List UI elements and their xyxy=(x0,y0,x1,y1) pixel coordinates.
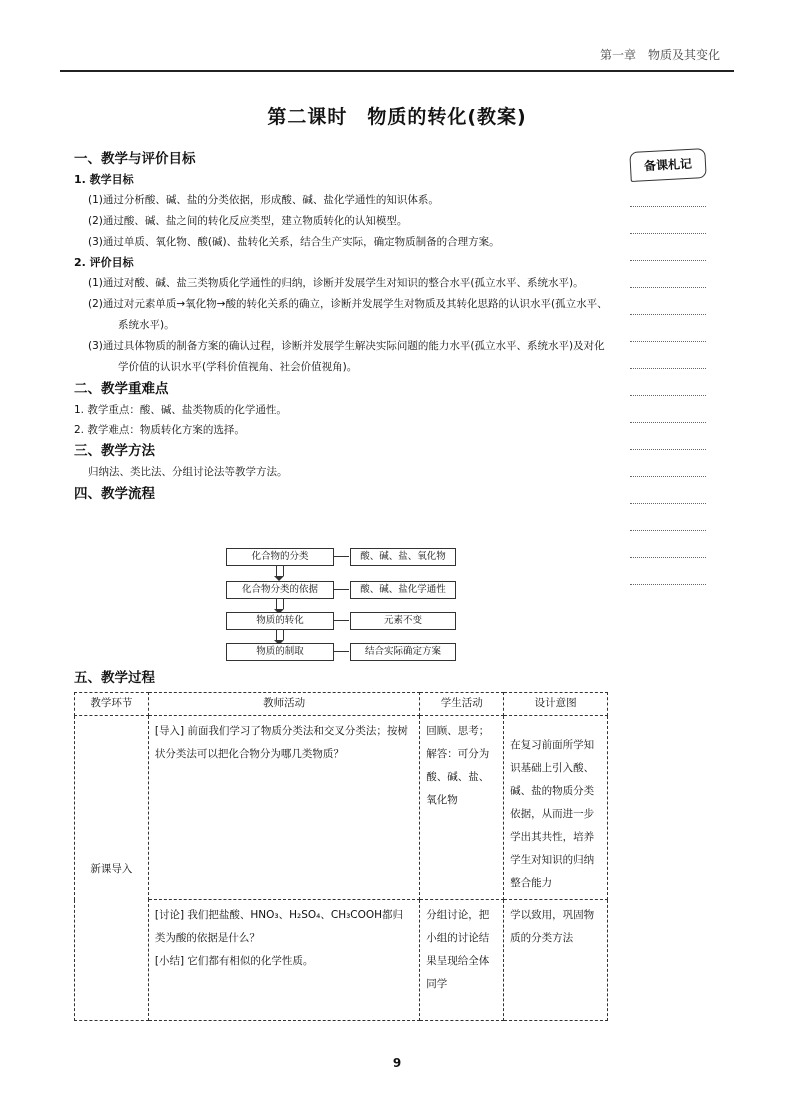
teaching-process-table xyxy=(74,692,608,1021)
section-heading: 三、教学方法 xyxy=(74,443,155,459)
lesson-notes-sidebar xyxy=(624,150,704,585)
page-number: 9 xyxy=(392,1056,402,1070)
teacher-activity-cell xyxy=(148,900,419,1021)
table-row xyxy=(75,716,608,900)
note-line xyxy=(630,341,706,342)
teacher-activity-text: [导入] 前面我们学习了物质分类法和交叉分类法；按树状分类法可以把化合物分为哪几类物质？ xyxy=(154,725,408,760)
section-heading: 四、教学流程 xyxy=(74,486,155,502)
flow-note: 元素不变 xyxy=(350,612,456,630)
flow-step: 物质的转化 xyxy=(226,612,334,630)
flow-connector xyxy=(333,556,349,557)
note-line xyxy=(630,395,706,396)
section-heading: 二、教学重难点 xyxy=(74,381,169,397)
goal-item: (3)通过单质、氧化物、酸(碱)、盐转化关系，结合生产实际，确定物质制备的合理方案。 xyxy=(88,236,500,248)
flow-note: 酸、碱、盐化学通性 xyxy=(350,581,456,599)
flow-note: 酸、碱、盐、氧化物 xyxy=(350,548,456,566)
note-line xyxy=(630,449,706,450)
note-line xyxy=(630,233,706,234)
flow-connector xyxy=(333,589,349,590)
column-header: 学生活动 xyxy=(420,693,504,716)
chapter-header: 第一章 物质及其变化 xyxy=(599,48,720,62)
note-line xyxy=(630,206,706,207)
flow-arrow xyxy=(276,630,284,640)
design-intent-text: 学以致用，巩固物质的分类方法 xyxy=(510,909,595,944)
flow-arrow xyxy=(276,566,284,576)
note-line xyxy=(630,260,706,261)
note-line xyxy=(630,557,706,558)
column-header: 教师活动 xyxy=(148,693,419,716)
flow-connector xyxy=(333,651,349,652)
flow-step: 化合物分类的依据 xyxy=(226,581,334,599)
student-activity-text: 分组讨论，把小组的讨论结果呈现给全体同学 xyxy=(426,909,490,990)
note-line xyxy=(630,503,706,504)
subsection-heading: 2. 评价目标 xyxy=(74,256,134,269)
design-intent-text: 在复习前面所学知识基础上引入酸、碱、盐的物质分类依据，从而进一步学出其共性，培养学生对知识的归纳整合能力 xyxy=(510,739,595,889)
flow-arrow xyxy=(276,599,284,609)
note-line xyxy=(630,368,706,369)
table-row xyxy=(75,900,608,1021)
header-divider xyxy=(60,70,734,72)
key-point: 1. 教学重点：酸、碱、盐类物质的化学通性。 xyxy=(74,404,287,416)
flow-connector xyxy=(333,620,349,621)
teaching-flowchart xyxy=(226,546,456,660)
method-text: 归纳法、类比法、分组讨论法等教学方法。 xyxy=(88,466,288,478)
design-intent-cell xyxy=(504,900,608,1021)
section-heading: 一、教学与评价目标 xyxy=(74,151,196,167)
student-activity-cell xyxy=(420,900,504,1021)
flow-step: 化合物的分类 xyxy=(226,548,334,566)
eval-item: (2)通过对元素单质→氧化物→酸的转化关系的确立，诊断并发展学生对物质及其转化思路的认识水平(孤立水平、系统水平)。 xyxy=(88,298,608,331)
design-intent-cell xyxy=(504,716,608,900)
column-header: 教学环节 xyxy=(75,693,149,716)
page-title: 第二课时 物质的转化(教案) xyxy=(267,106,527,128)
goal-item: (1)通过分析酸、碱、盐的分类依据，形成酸、碱、盐化学通性的知识体系。 xyxy=(88,194,439,206)
flow-note: 结合实际确定方案 xyxy=(350,643,456,661)
note-line xyxy=(630,422,706,423)
table-header-row xyxy=(75,693,608,716)
note-line xyxy=(630,584,706,585)
main-content xyxy=(74,148,610,505)
eval-item: (3)通过具体物质的制备方案的确认过程，诊断并发展学生解决实际问题的能力水平(孤立水平、系统水平)及对化学价值的认识水平(学科价值视角、社会价值视角)。 xyxy=(88,340,605,373)
subsection-heading: 1. 教学目标 xyxy=(74,173,134,186)
teacher-activity-cell xyxy=(148,716,419,900)
student-activity-cell xyxy=(420,716,504,900)
notes-label: 备课札记 xyxy=(629,148,706,182)
section-heading: 五、教学过程 xyxy=(74,670,155,686)
note-line xyxy=(630,530,706,531)
column-header: 设计意图 xyxy=(504,693,608,716)
teacher-activity-text: [小结] 它们都有相似的化学性质。 xyxy=(154,955,314,967)
student-activity-text: 回顾、思考；解答：可分为酸、碱、盐、氧化物 xyxy=(426,725,490,806)
flow-step: 物质的制取 xyxy=(226,643,334,661)
teacher-activity-text: [讨论] 我们把盐酸、HNO₃、H₂SO₄、CH₃COOH都归类为酸的依据是什么？ xyxy=(154,909,404,944)
note-line xyxy=(630,314,706,315)
note-line xyxy=(630,287,706,288)
stage-cell: 新课导入 xyxy=(75,716,149,1021)
difficulty-point: 2. 教学难点：物质转化方案的选择。 xyxy=(74,424,245,436)
goal-item: (2)通过酸、碱、盐之间的转化反应类型，建立物质转化的认知模型。 xyxy=(88,215,408,227)
eval-item: (1)通过对酸、碱、盐三类物质化学通性的归纳，诊断并发展学生对知识的整合水平(孤立水平、系统水平)。 xyxy=(88,277,584,289)
note-line xyxy=(630,476,706,477)
